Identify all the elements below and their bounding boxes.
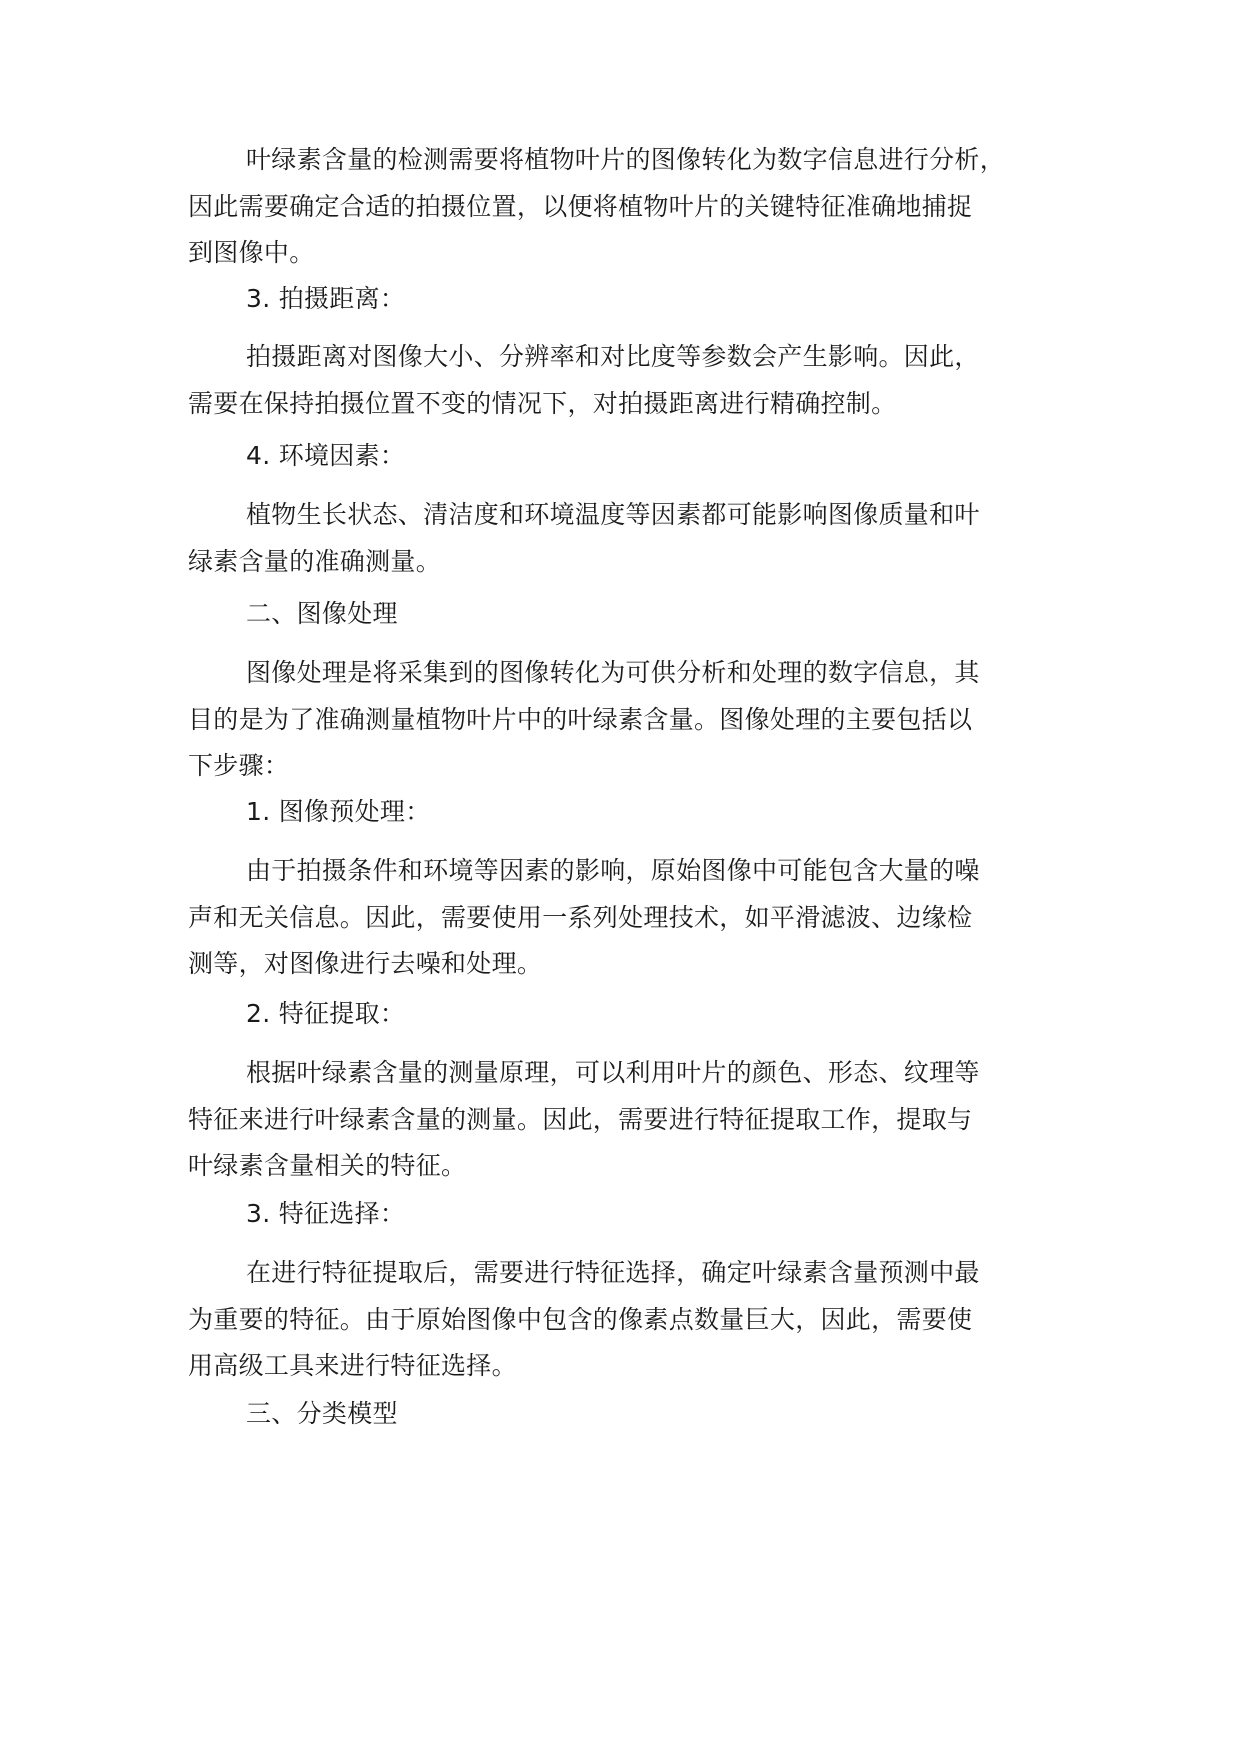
text-line: 3. 特征选择： xyxy=(246,1199,406,1228)
paragraph-feature-selection xyxy=(188,1250,1088,1390)
text-line: 植物生长状态、清洁度和环境温度等因素都可能影响图像质量和叶 xyxy=(246,500,980,529)
text-line: 特征来进行叶绿素含量的测量。因此，需要进行特征提取工作，提取与 xyxy=(188,1104,973,1134)
section-heading-classification-model xyxy=(188,1391,1088,1438)
subheading-preprocessing xyxy=(188,789,1088,836)
text-line: 叶绿素含量相关的特征。 xyxy=(188,1151,467,1181)
text-line: 1. 图像预处理： xyxy=(246,797,431,826)
text-line: 绿素含量的准确测量。 xyxy=(188,546,442,576)
text-line: 图像处理是将采集到的图像转化为可供分析和处理的数字信息，其 xyxy=(246,658,980,687)
text-line: 在进行特征提取后，需要进行特征选择，确定叶绿素含量预测中最 xyxy=(246,1258,980,1287)
section-heading-image-processing xyxy=(188,591,1088,638)
paragraph-shooting-distance xyxy=(188,334,1088,427)
text-line: 因此需要确定合适的拍摄位置，以便将植物叶片的关键特征准确地捕捉 xyxy=(188,191,973,221)
subheading-feature-extraction xyxy=(188,991,1088,1038)
text-line: 叶绿素含量的检测需要将植物叶片的图像转化为数字信息进行分析， xyxy=(246,145,1006,174)
text-line: 由于拍摄条件和环境等因素的影响，原始图像中可能包含大量的噪 xyxy=(246,856,980,885)
text-line: 4. 环境因素： xyxy=(246,441,406,470)
text-line: 测等，对图像进行去噪和处理。 xyxy=(188,949,543,979)
text-line: 用高级工具来进行特征选择。 xyxy=(188,1351,517,1381)
text-line: 二、图像处理 xyxy=(246,599,398,628)
text-line: 3. 拍摄距离： xyxy=(246,284,406,313)
text-line: 需要在保持拍摄位置不变的情况下，对拍摄距离进行精确控制。 xyxy=(188,388,897,418)
text-line: 下步骤： xyxy=(188,751,290,781)
text-line: 为重要的特征。由于原始图像中包含的像素点数量巨大，因此，需要使 xyxy=(188,1304,973,1334)
paragraph-preprocessing xyxy=(188,848,1088,988)
paragraph-intro xyxy=(188,137,1088,277)
text-line: 拍摄距离对图像大小、分辨率和对比度等参数会产生影响。因此， xyxy=(246,342,980,371)
text-line: 到图像中。 xyxy=(188,238,315,268)
text-line: 三、分类模型 xyxy=(246,1399,398,1428)
text-line: 2. 特征提取： xyxy=(246,999,406,1028)
paragraph-feature-extraction xyxy=(188,1050,1088,1190)
text-line: 根据叶绿素含量的测量原理，可以利用叶片的颜色、形态、纹理等 xyxy=(246,1058,980,1087)
subheading-feature-selection xyxy=(188,1191,1088,1238)
paragraph-image-processing xyxy=(188,650,1088,790)
paragraph-environment xyxy=(188,492,1088,585)
text-line: 目的是为了准确测量植物叶片中的叶绿素含量。图像处理的主要包括以 xyxy=(188,704,973,734)
subheading-shooting-distance xyxy=(188,276,1088,323)
text-line: 声和无关信息。因此，需要使用一系列处理技术，如平滑滤波、边缘检 xyxy=(188,902,973,932)
subheading-environment xyxy=(188,433,1088,480)
